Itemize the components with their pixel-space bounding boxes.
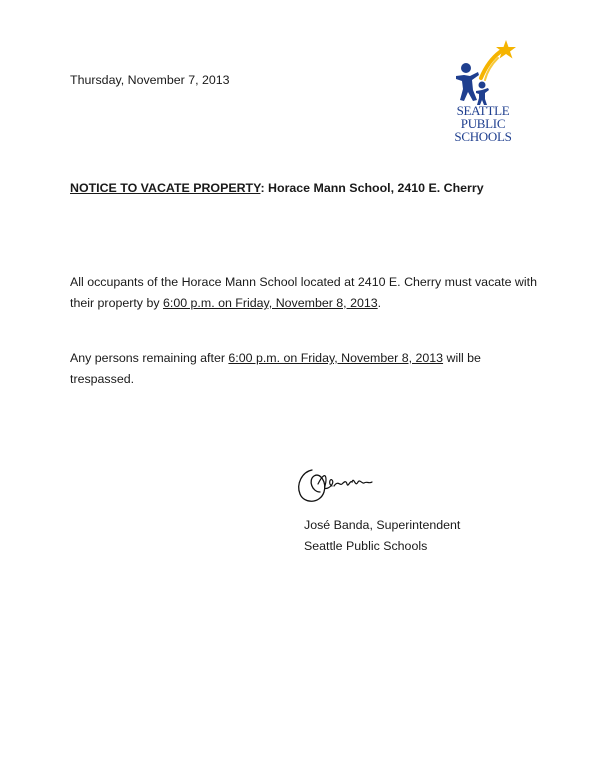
logo-figure-icon <box>448 38 520 108</box>
paragraph-2-text-b: will be trespassed. <box>70 351 481 386</box>
signatory-organization: Seattle Public Schools <box>304 539 428 553</box>
paragraph-vacate <box>70 272 540 314</box>
notice-subject: Horace Mann School, 2410 E. Cherry <box>264 181 484 195</box>
signatory-name: José Banda, Superintendent <box>304 518 461 532</box>
logo-wordmark <box>452 104 514 143</box>
paragraph-1-text-a: All occupants of the Horace Mann School located at 2410 E. Cherry must vacate with their property by <box>70 275 537 310</box>
paragraph-trespass <box>70 348 540 390</box>
paragraph-2-text-a: Any persons remaining after <box>70 351 229 365</box>
paragraph-2-deadline: 6:00 p.m. on Friday, November 8, 2013 <box>228 351 444 365</box>
logo-line-1: SEATTLE <box>456 103 510 118</box>
logo-line-3: SCHOOLS <box>454 129 512 144</box>
document-date: Thursday, November 7, 2013 <box>70 73 230 87</box>
notice-title: NOTICE TO VACATE PROPERTY <box>70 181 261 195</box>
notice-heading <box>70 178 484 199</box>
seattle-public-schools-logo <box>448 38 520 150</box>
logo-line-2: PUBLIC <box>460 116 506 131</box>
signature-block <box>304 515 460 557</box>
paragraph-1-deadline: 6:00 p.m. on Friday, November 8, 2013 <box>162 296 378 310</box>
notice-colon: : <box>260 181 265 195</box>
paragraph-1-text-b: . <box>377 296 382 310</box>
handwritten-signature <box>292 462 382 512</box>
